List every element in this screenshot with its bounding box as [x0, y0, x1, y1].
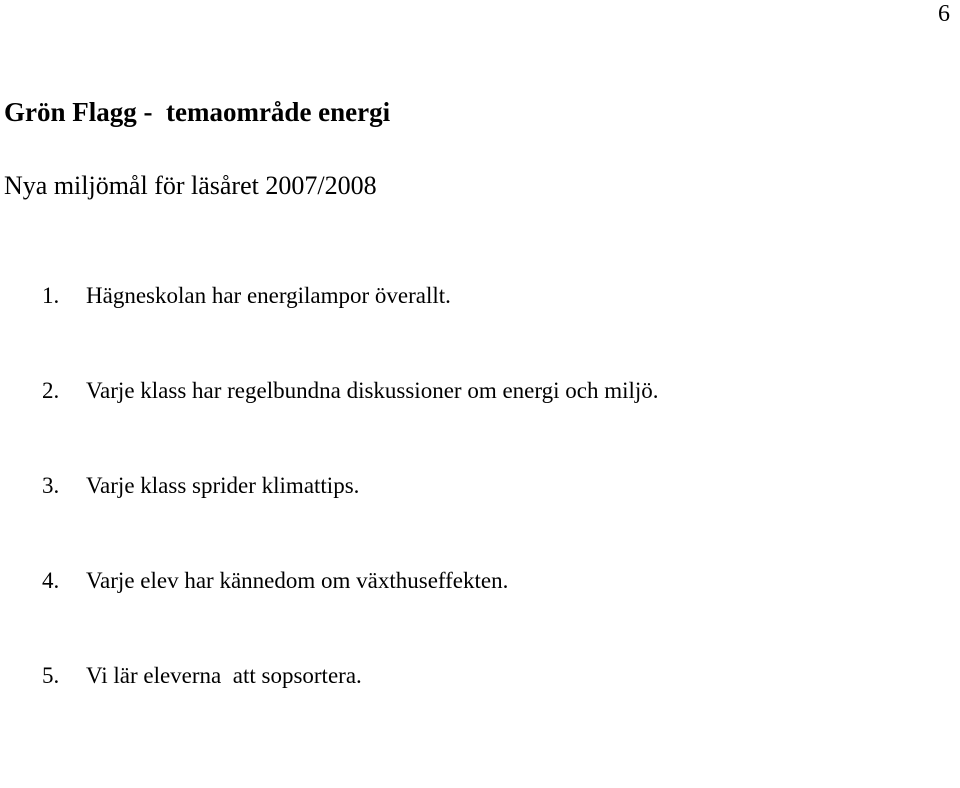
goal-number: 5. [42, 663, 60, 688]
goal-text: Vi lär eleverna att sopsortera. [86, 663, 362, 688]
goal-item [0, 470, 360, 565]
goal-item [0, 660, 362, 755]
document-subtitle: Nya miljömål för läsåret 2007/2008 [4, 171, 377, 200]
goal-number: 3. [42, 473, 60, 498]
document-title: Grön Flagg - temaområde energi [4, 97, 391, 127]
goal-item [0, 565, 509, 660]
goal-number: 4. [42, 568, 60, 593]
page-number: 6 [938, 1, 950, 27]
goals-list [0, 280, 659, 755]
goal-text: Varje klass har regelbundna diskussioner om energi och miljö. [86, 378, 659, 403]
goal-item [0, 375, 659, 470]
goal-text: Hägneskolan har energilampor överallt. [86, 283, 451, 308]
goal-number: 1. [42, 283, 60, 308]
goal-item [0, 280, 451, 375]
goal-number: 2. [42, 378, 60, 403]
goal-text: Varje elev har kännedom om växthuseffekten. [86, 568, 509, 593]
goal-text: Varje klass sprider klimattips. [86, 473, 360, 498]
